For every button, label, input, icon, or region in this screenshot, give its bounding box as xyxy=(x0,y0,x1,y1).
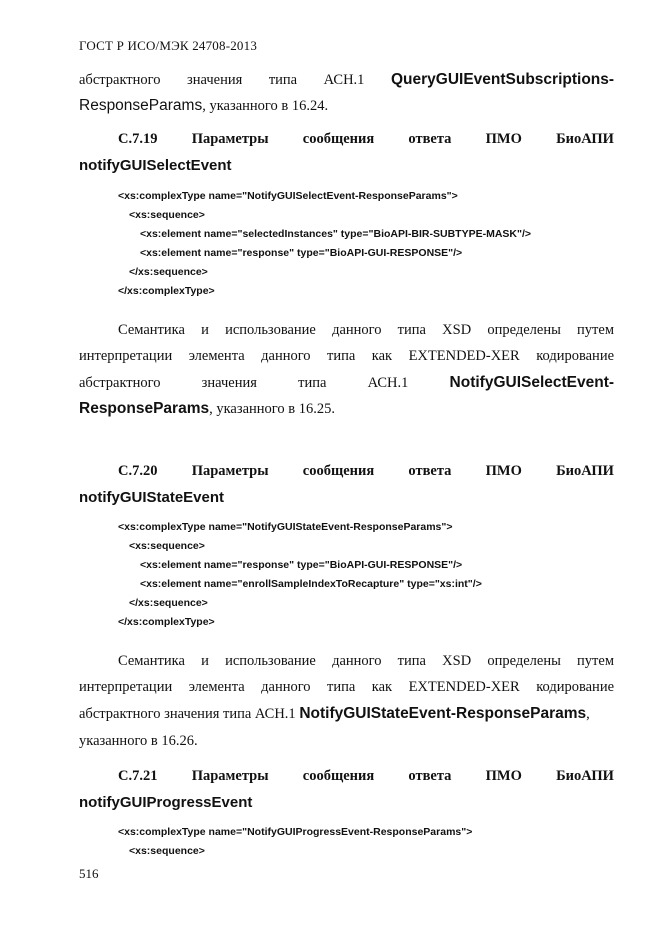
running-header: ГОСТ Р ИСО/МЭК 24708-2013 xyxy=(79,38,258,53)
word: ответа xyxy=(408,131,452,147)
page-number: 516 xyxy=(79,866,99,881)
section-heading xyxy=(118,131,614,148)
text: , указанного в 16.25. xyxy=(209,401,335,417)
para-line-4: указанного в 16.26. xyxy=(79,733,198,749)
para-line-3 xyxy=(79,705,590,723)
section-heading xyxy=(118,463,614,480)
code-line: <xs:element name="enrollSampleIndexToRecapture" type="xs:int"/> xyxy=(140,578,482,590)
text: , xyxy=(586,706,590,722)
para-line-2 xyxy=(79,348,614,365)
word: и xyxy=(201,322,209,338)
section-number: C.7.21 xyxy=(118,768,158,784)
word: ответа xyxy=(408,463,452,479)
word: АСН.1 xyxy=(367,375,409,391)
word: Параметры xyxy=(191,768,269,784)
word: как xyxy=(371,679,393,695)
word: БиоАПИ xyxy=(556,131,614,147)
word: абстрактного xyxy=(79,72,161,88)
word: типа xyxy=(327,679,356,695)
word: и xyxy=(201,653,209,669)
para-line-4 xyxy=(79,400,335,418)
word: типа xyxy=(327,348,356,364)
word: использование xyxy=(225,653,316,669)
word: БиоАПИ xyxy=(556,768,614,784)
type-name: NotifyGUISelectEvent- xyxy=(449,374,615,391)
word: Семантика xyxy=(118,322,185,338)
word: интерпретации xyxy=(79,679,173,695)
word: данного xyxy=(332,322,382,338)
section-name: notifyGUIProgressEvent xyxy=(79,794,253,811)
word: данного xyxy=(332,653,382,669)
para-line-2 xyxy=(79,679,614,696)
code-line: <xs:sequence> xyxy=(129,540,205,552)
section-heading xyxy=(118,768,614,785)
text: , указанного в 16.24. xyxy=(202,98,329,114)
word: использование xyxy=(225,322,316,338)
word: определены xyxy=(487,322,561,338)
word: типа xyxy=(397,653,426,669)
code-line: <xs:sequence> xyxy=(129,209,205,221)
word: ПМО xyxy=(485,131,522,147)
para-line-1 xyxy=(118,653,614,670)
word: сообщения xyxy=(302,768,375,784)
type-name-cont: ResponseParams xyxy=(79,400,210,417)
word: путем xyxy=(577,322,615,338)
word: данного xyxy=(261,679,311,695)
word: ответа xyxy=(408,768,452,784)
word: элемента xyxy=(188,348,245,364)
section-number: C.7.19 xyxy=(118,131,158,147)
section-name: notifyGUIStateEvent xyxy=(79,489,225,506)
code-line: <xs:complexType name="NotifyGUIStateEvent-ResponseParams"> xyxy=(118,521,453,533)
word: типа xyxy=(397,322,426,338)
word: БиоАПИ xyxy=(556,463,614,479)
word: EXTENDED-XER xyxy=(408,348,520,364)
word: Параметры xyxy=(191,131,269,147)
word: кодирование xyxy=(536,348,615,364)
word: типа xyxy=(298,375,327,391)
word: EXTENDED-XER xyxy=(408,679,520,695)
word: элемента xyxy=(188,679,245,695)
word: XSD xyxy=(442,653,472,669)
section-name: notifyGUISelectEvent xyxy=(79,157,232,174)
code-line: <xs:element name="response" type="BioAPI-GUI-RESPONSE"/> xyxy=(140,247,463,259)
code-line: <xs:complexType name="NotifyGUIProgressEvent-ResponseParams"> xyxy=(118,826,473,838)
word: определены xyxy=(487,653,561,669)
type-name-cont: ResponseParams xyxy=(79,97,203,114)
section-number: C.7.20 xyxy=(118,463,158,479)
word: абстрактного xyxy=(79,375,161,391)
word: сообщения xyxy=(302,463,375,479)
word: АСН.1 xyxy=(323,72,365,88)
word: типа xyxy=(268,72,298,88)
word: как xyxy=(371,348,393,364)
word: ПМО xyxy=(485,463,522,479)
code-line: <xs:element name="selectedInstances" type="BioAPI-BIR-SUBTYPE-MASK"/> xyxy=(140,228,532,240)
word: Семантика xyxy=(118,653,185,669)
intro-line-1 xyxy=(79,71,614,89)
code-line: <xs:element name="response" type="BioAPI-GUI-RESPONSE"/> xyxy=(140,559,463,571)
text: абстрактного значения типа АСН.1 xyxy=(79,706,300,722)
word: путем xyxy=(577,653,615,669)
para-line-3 xyxy=(79,374,614,392)
word: значения xyxy=(201,375,257,391)
word: Параметры xyxy=(191,463,269,479)
word: кодирование xyxy=(536,679,615,695)
code-line: <xs:sequence> xyxy=(129,845,205,857)
code-line: <xs:complexType name="NotifyGUISelectEvent-ResponseParams"> xyxy=(118,190,458,202)
word: данного xyxy=(261,348,311,364)
word: интерпретации xyxy=(79,348,173,364)
intro-line-2 xyxy=(79,97,328,115)
word: значения xyxy=(187,72,243,88)
code-line: </xs:complexType> xyxy=(118,616,215,628)
type-name: QueryGUIEventSubscriptions- xyxy=(390,71,615,88)
code-line: </xs:sequence> xyxy=(129,597,208,609)
word: сообщения xyxy=(302,131,375,147)
para-line-1 xyxy=(118,322,614,339)
code-line: </xs:complexType> xyxy=(118,285,215,297)
word: ПМО xyxy=(485,768,522,784)
word: XSD xyxy=(442,322,472,338)
type-name: NotifyGUIStateEvent-ResponseParams xyxy=(299,705,587,722)
code-line: </xs:sequence> xyxy=(129,266,208,278)
